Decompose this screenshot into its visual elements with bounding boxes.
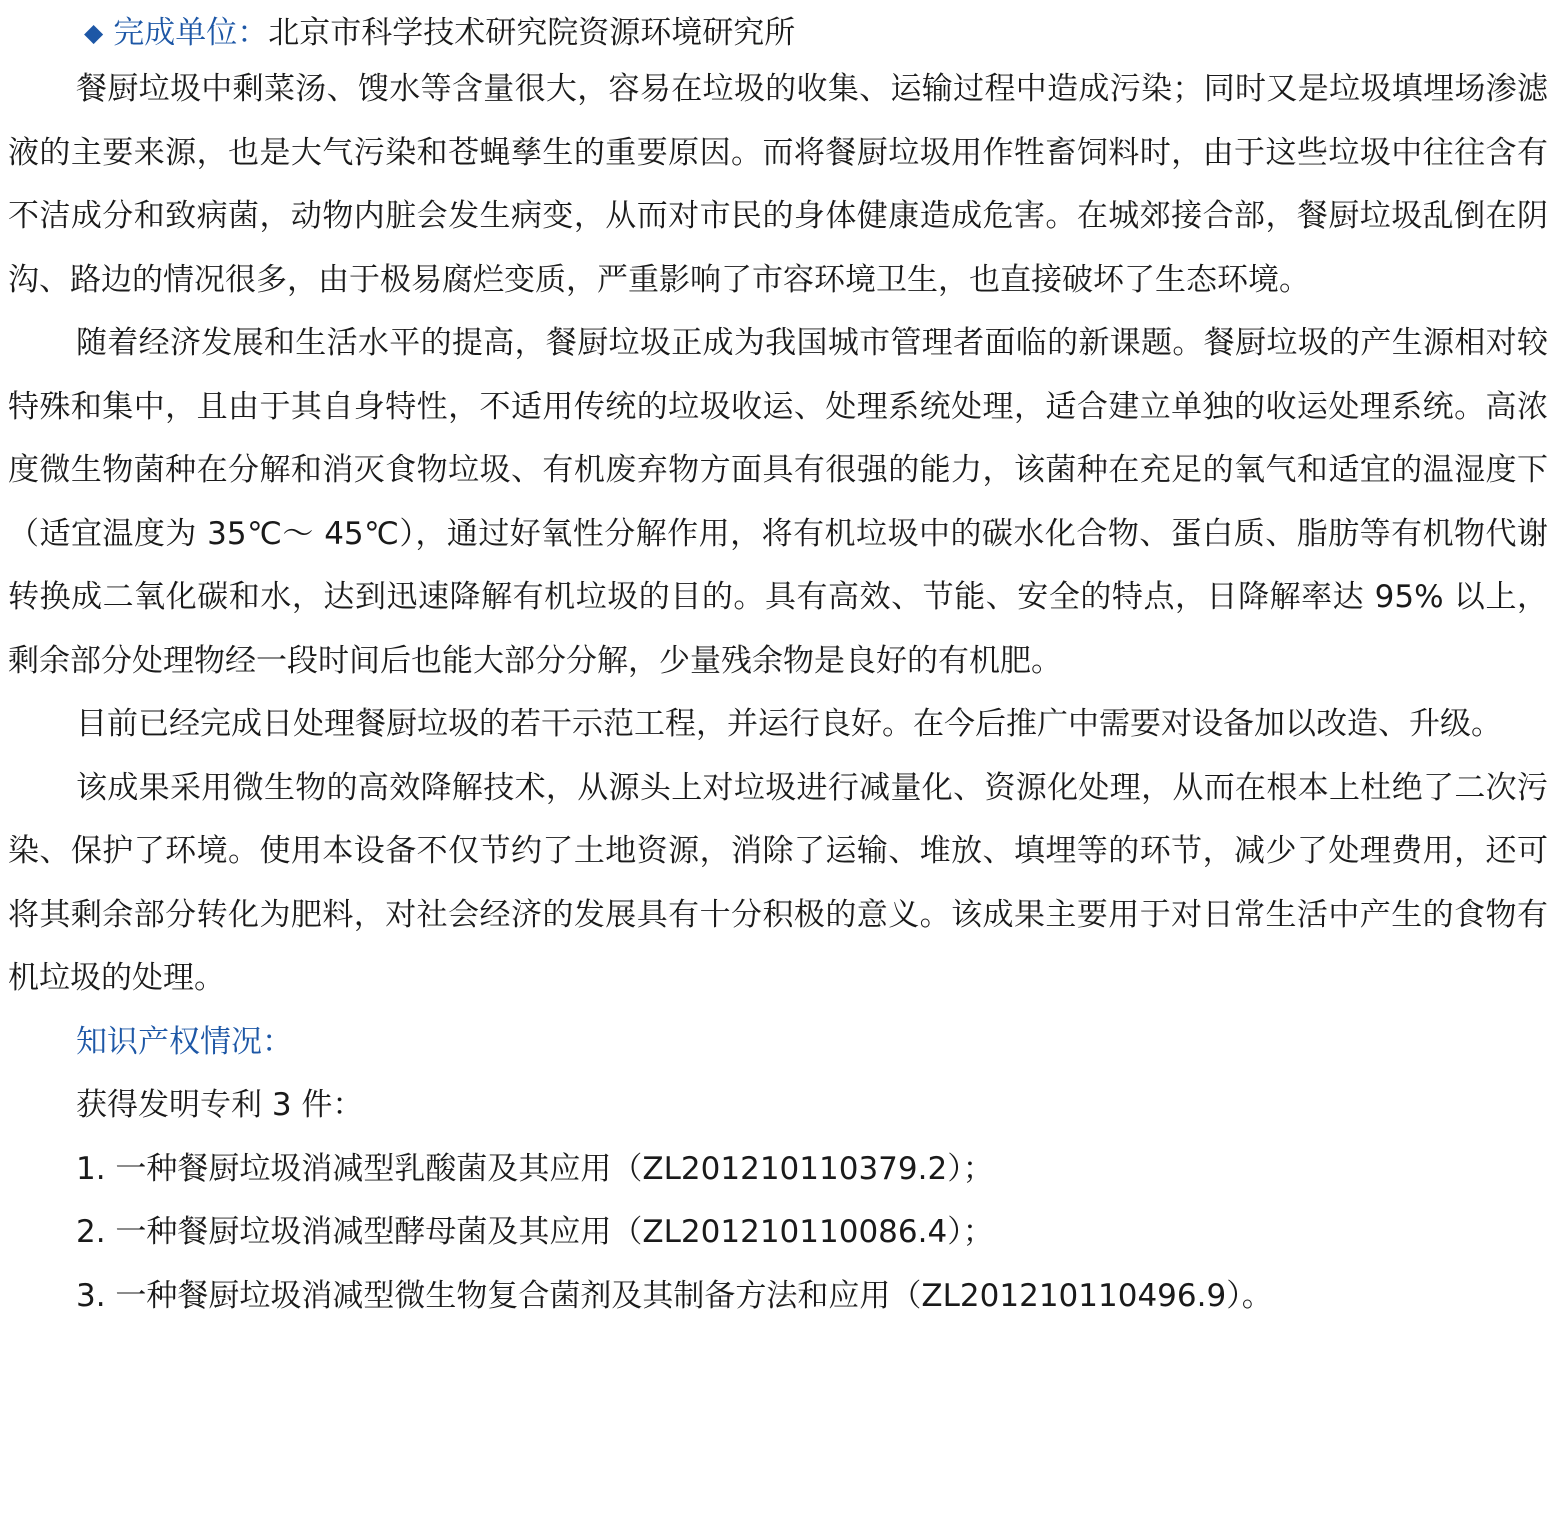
diamond-bullet-icon: ◆ <box>84 18 104 47</box>
patent-item-1: 1. 一种餐厨垃圾消减型乳酸菌及其应用（ZL201210110379.2）； <box>76 1150 994 1187</box>
paragraph-technology: 随着经济发展和生活水平的提高，餐厨垃圾正成为我国城市管理者面临的新课题。餐厨垃圾的产生源相对较特殊和集中，且由于其自身特性，不适用传统的垃圾收运、处理系统处理，适合建立单独的收运处理系统。高浓度微生物菌种在分解和消灭食物垃圾、有机废弃物方面具有很强的能力，该菌种在充足的氧气和适宜的温湿度下（适宜温度为 35℃～ 45℃），通过好氧性分解作用，将有机垃圾中的碳水化合物、蛋白质、脂肪等有机物代谢转换成二氧化碳和水，达到迅速降解有机垃圾的目的。具有高效、节能、安全的特点，日降解率达 95% 以上，剩余部分处理物经一段时间后也能大部分分解，少量残余物是良好的有机肥。 <box>8 325 1548 679</box>
patent-item-2: 2. 一种餐厨垃圾消减型酵母菌及其应用（ZL201210110086.4）； <box>76 1214 994 1250</box>
completion-unit-name: 北京市科学技术研究院资源环境研究所 <box>268 15 796 51</box>
patent-item-3: 3. 一种餐厨垃圾消减型微生物复合菌剂及其制备方法和应用（ZL201210110496.9）。 <box>76 1277 1273 1314</box>
patent-summary: 获得发明专利 3 件： <box>76 1087 364 1123</box>
completion-unit-label: 完成单位： <box>113 15 269 51</box>
paragraph-benefits: 该成果采用微生物的高效降解技术，从源头上对垃圾进行减量化、资源化处理，从而在根本上杜绝了二次污染、保护了环境。使用本设备不仅节约了土地资源，消除了运输、堆放、填埋等的环节，减少了处理费用，还可将其剩余部分转化为肥料，对社会经济的发展具有十分积极的意义。该成果主要用于对日常生活中产生的食物有机垃圾的处理。 <box>8 769 1548 996</box>
completion-unit-line <box>8 8 1548 58</box>
paragraph-status: 目前已经完成日处理餐厨垃圾的若干示范工程，并运行良好。在今后推广中需要对设备加以改造、升级。 <box>76 706 1502 742</box>
paragraph-problem: 餐厨垃圾中剩菜汤、馊水等含量很大，容易在垃圾的收集、运输过程中造成污染；同时又是垃圾填埋场渗滤液的主要来源，也是大气污染和苍蝇孳生的重要原因。而将餐厨垃圾用作牲畜饲料时，由于这些垃圾中往往含有不洁成分和致病菌，动物内脏会发生病变，从而对市民的身体健康造成危害。在城郊接合部，餐厨垃圾乱倒在阴沟、路边的情况很多，由于极易腐烂变质，严重影响了市容环境卫生，也直接破坏了生态环境。 <box>8 71 1548 298</box>
ip-heading: 知识产权情况： <box>76 1023 293 1060</box>
